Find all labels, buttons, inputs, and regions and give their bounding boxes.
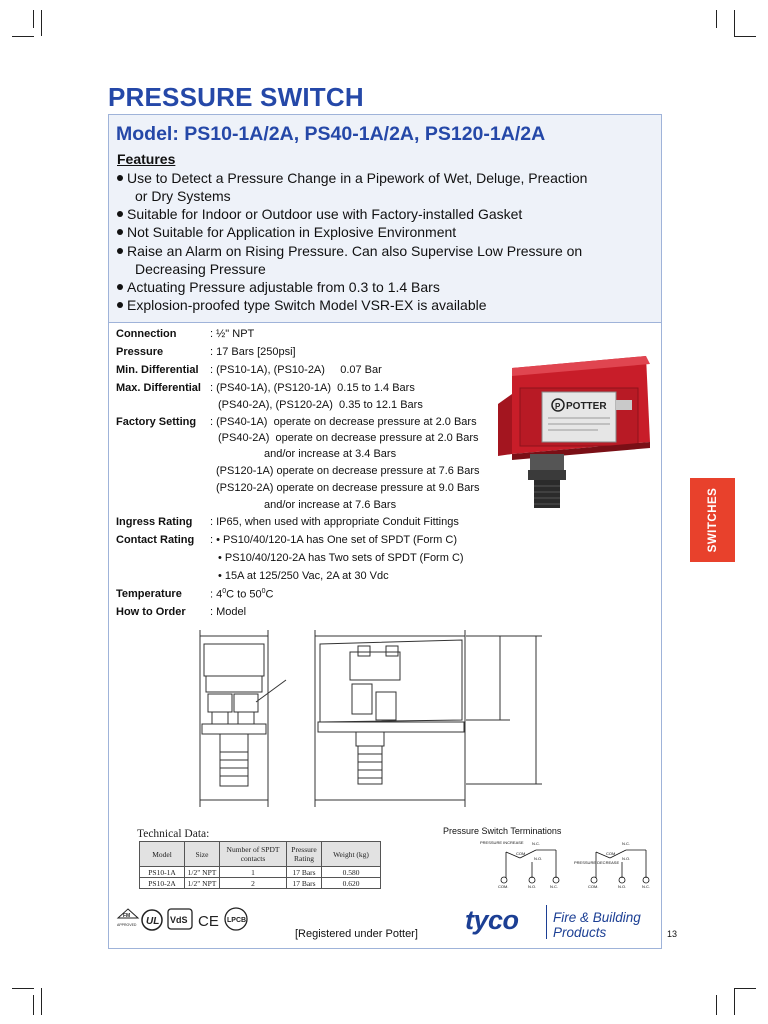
terminal-label: N.C. xyxy=(550,884,558,889)
spec-label-min-diff: Min. Differential xyxy=(116,364,199,376)
crop-mark xyxy=(734,988,735,1015)
feature-item: Raise an Alarm on Rising Pressure. Can also Supervise Low Pressure on xyxy=(117,242,582,260)
divider xyxy=(109,322,661,323)
spec-value-ingress: : IP65, when used with appropriate Conduit Fittings xyxy=(210,516,459,528)
crop-mark xyxy=(716,995,717,1015)
spec-value-connection: : ½" NPT xyxy=(210,328,255,340)
spec-value-min-diff: : (PS10-1A), (PS10-2A) 0.07 Bar xyxy=(210,364,382,376)
spec-value-temperature: : $4^0C$ to $50^0C$ xyxy=(210,588,274,601)
feature-item: Suitable for Indoor or Outdoor use with Factory-installed Gasket xyxy=(117,205,522,223)
spec-value-factory: (PS120-2A) operate on decrease pressure at 9.0 Bars xyxy=(216,482,480,494)
crop-mark xyxy=(33,995,34,1015)
terminal-label-com: COM xyxy=(516,851,526,856)
terminal-label-pressure-increase: PRESSURE INCREASE xyxy=(480,840,524,845)
terminal-label-nc: N.C. xyxy=(532,841,540,846)
svg-text:VdS: VdS xyxy=(170,915,188,925)
terminal-label-com: COM xyxy=(606,851,616,856)
registered-note: [Registered under Potter] xyxy=(295,928,418,940)
crop-mark xyxy=(41,10,42,36)
technical-data-title: Technical Data: xyxy=(137,828,210,840)
ul-logo xyxy=(142,910,162,930)
table-cell: 1/2" NPT xyxy=(185,867,220,878)
spec-value-contact: • PS10/40/120-2A has Two sets of SPDT (Form C) xyxy=(218,552,464,564)
spec-value-order: : Model xyxy=(210,606,247,618)
fm-approved-logo xyxy=(117,909,138,927)
svg-text:APPROVED: APPROVED xyxy=(117,923,137,927)
svg-text:UL: UL xyxy=(146,916,160,927)
feature-item: Explosion-proofed type Switch Model VSR-EX is available xyxy=(117,296,487,314)
spec-value-factory: : (PS40-1A) operate on decrease pressure at 2.0 Bars xyxy=(210,416,477,428)
spec-label-contact: Contact Rating xyxy=(116,534,195,546)
spec-label-max-diff: Max. Differential xyxy=(116,382,201,394)
spec-label-temperature: Temperature xyxy=(116,588,182,600)
pressure-switch-photo xyxy=(498,346,658,511)
svg-text:P: P xyxy=(555,402,561,411)
spec-label-connection: Connection xyxy=(116,328,177,340)
terminal-label-no: N.O. xyxy=(534,856,543,861)
model-title: Model: PS10-1A/2A, PS40-1A/2A, PS120-1A/2A xyxy=(116,123,546,145)
spec-value-factory: and/or increase at 7.6 Bars xyxy=(264,499,397,511)
spec-value-max-diff: : (PS40-1A), (PS120-1A) 0.15 to 1.4 Bars xyxy=(210,382,415,394)
table-cell: 0.580 xyxy=(322,867,381,878)
spec-value-max-diff: (PS40-2A), (PS120-2A) 0.35 to 12.1 Bars xyxy=(218,399,423,411)
spec-label-factory: Factory Setting xyxy=(116,416,197,428)
terminal-label: COM. xyxy=(498,884,509,889)
terminal-label: N.O. xyxy=(528,884,537,889)
tyco-logo: tyco xyxy=(465,905,519,935)
crop-mark xyxy=(33,10,34,28)
table-cell: 2 xyxy=(220,878,287,889)
spec-value-factory: and/or increase at 3.4 Bars xyxy=(264,448,397,460)
spec-value-factory: (PS120-1A) operate on decrease pressure at 7.6 Bars xyxy=(216,465,480,477)
feature-item: Use to Detect a Pressure Change in a Pipework of Wet, Deluge, Preaction xyxy=(117,169,587,187)
switches-section-tab: SWITCHES xyxy=(690,478,735,562)
technical-data-table xyxy=(139,841,381,889)
spec-label-order: How to Order xyxy=(116,606,186,618)
terminations-diagram xyxy=(470,836,660,892)
crop-mark xyxy=(734,36,756,37)
products-text: Products xyxy=(553,925,607,940)
table-cell: 1 xyxy=(220,867,287,878)
features-heading: Features xyxy=(117,151,176,167)
table-cell: 17 Bars xyxy=(287,867,322,878)
potter-brand: POTTER xyxy=(566,401,607,412)
column-header: Model xyxy=(140,842,185,867)
crop-mark xyxy=(734,988,756,989)
terminal-label: N.O. xyxy=(618,884,627,889)
spec-label-pressure: Pressure xyxy=(116,346,164,358)
table-cell: PS10-1A xyxy=(140,867,185,878)
column-header: Pressure Rating xyxy=(287,842,322,867)
svg-text:CE: CE xyxy=(198,913,219,930)
crop-mark xyxy=(41,988,42,1015)
feature-item: Actuating Pressure adjustable from 0.3 to 1.4 Bars xyxy=(117,278,440,296)
vds-logo xyxy=(168,909,192,929)
column-header: Weight (kg) xyxy=(322,842,381,867)
table-cell: PS10-2A xyxy=(140,878,185,889)
ce-logo xyxy=(198,913,219,930)
terminations-title: Pressure Switch Terminations xyxy=(443,826,562,836)
fire-building-text: Fire & Building xyxy=(553,910,641,925)
certification-logos xyxy=(116,906,286,936)
terminal-label: COM. xyxy=(588,884,599,889)
column-header: Number of SPDT contacts xyxy=(220,842,287,867)
spec-value-contact: • 15A at 125/250 Vac, 2A at 30 Vdc xyxy=(218,570,389,582)
page-number: 13 xyxy=(667,929,678,939)
crop-mark xyxy=(716,10,717,28)
table-row xyxy=(140,878,381,889)
lpcb-logo xyxy=(225,908,247,930)
table-cell: 17 Bars xyxy=(287,878,322,889)
table-row xyxy=(140,867,381,878)
table-cell: 0.620 xyxy=(322,878,381,889)
page-title: PRESSURE SWITCH xyxy=(108,82,364,112)
svg-text:FM: FM xyxy=(123,913,131,919)
feature-item-cont: or Dry Systems xyxy=(135,188,231,204)
table-header-row xyxy=(140,842,381,867)
logo-divider xyxy=(546,905,547,939)
table-cell: 1/2" NPT xyxy=(185,878,220,889)
terminal-label-no: N.O. xyxy=(622,856,631,861)
crop-mark xyxy=(734,10,735,36)
feature-item-cont: Decreasing Pressure xyxy=(135,261,266,277)
terminal-label-nc: N.C. xyxy=(622,841,630,846)
crop-mark xyxy=(12,988,34,989)
spec-value-factory: (PS40-2A) operate on decrease pressure at 2.0 Bars xyxy=(218,432,479,444)
column-header: Size xyxy=(185,842,220,867)
spec-value-contact: : • PS10/40/120-1A has One set of SPDT (Form C) xyxy=(210,534,457,546)
terminal-label-pressure-decrease: PRESSURE DECREASE xyxy=(574,860,620,865)
spec-label-ingress: Ingress Rating xyxy=(116,516,193,528)
dimension-drawing xyxy=(190,622,550,822)
crop-mark xyxy=(12,36,34,37)
terminal-label: N.C. xyxy=(642,884,650,889)
svg-text:LPCB: LPCB xyxy=(227,917,247,924)
feature-item: Not Suitable for Application in Explosive Environment xyxy=(117,223,456,241)
spec-value-pressure: : 17 Bars [250psi] xyxy=(210,346,296,358)
